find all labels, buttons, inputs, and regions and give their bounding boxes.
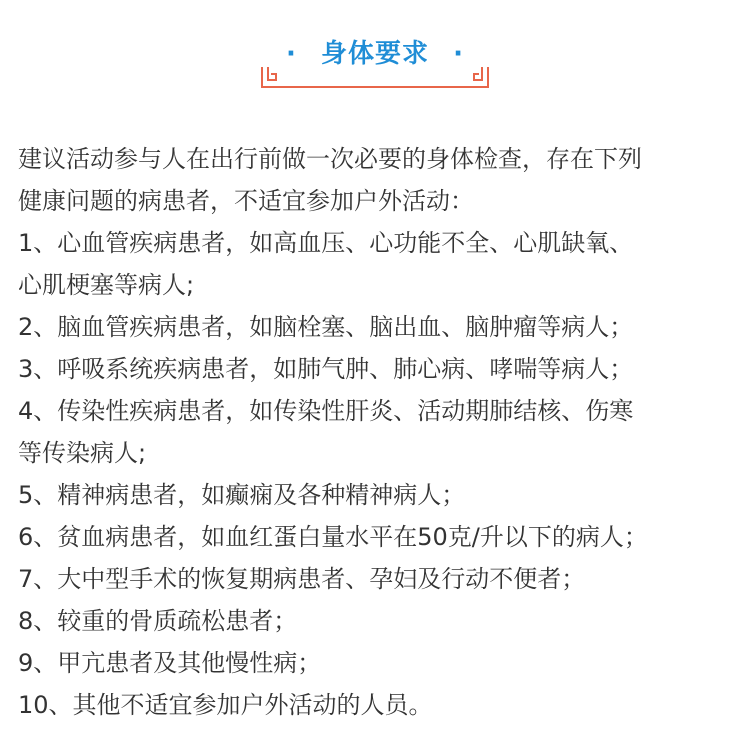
item-9: 9、甲亢患者及其他慢性病； [18, 649, 322, 677]
item-10: 10、其他不适宜参加户外活动的人员。 [18, 691, 433, 719]
item-4-line-1: 4、传染性疾病患者，如传染性肝炎、活动期肺结核、伤寒 [18, 397, 634, 425]
item-3: 3、呼吸系统疾病患者，如肺气肿、肺心病、哮喘等病人； [18, 355, 634, 383]
intro-line-2: 健康问题的病患者，不适宜参加户外活动： [18, 187, 474, 215]
frame-right-inner [474, 67, 482, 80]
item-5: 5、精神病患者，如癫痫及各种精神病人； [18, 481, 466, 509]
item-6: 6、贫血病患者，如血红蛋白量水平在50克/升以下的病人； [18, 523, 648, 551]
frame-left-inner [268, 67, 276, 80]
section-header [0, 0, 750, 100]
item-7: 7、大中型手术的恢复期病患者、孕妇及行动不便者； [18, 565, 586, 593]
section-title: 身体要求 [320, 39, 429, 69]
intro-line-1: 建议活动参与人在出行前做一次必要的身体检查，存在下列 [18, 145, 642, 173]
item-2: 2、脑血管疾病患者，如脑栓塞、脑出血、脑肿瘤等病人； [18, 313, 634, 341]
item-4-line-2: 等传染病人; [18, 439, 147, 467]
title-frame-ornament [0, 0, 750, 100]
title-dot-right: · [453, 39, 464, 69]
item-1-line-2: 心肌梗塞等病人; [18, 271, 195, 299]
requirements-text [18, 138, 738, 726]
title-dot-left: · [286, 39, 297, 69]
item-8: 8、较重的骨质疏松患者； [18, 607, 298, 635]
item-1-line-1: 1、心血管疾病患者，如高血压、心功能不全、心肌缺氧、 [18, 229, 634, 257]
